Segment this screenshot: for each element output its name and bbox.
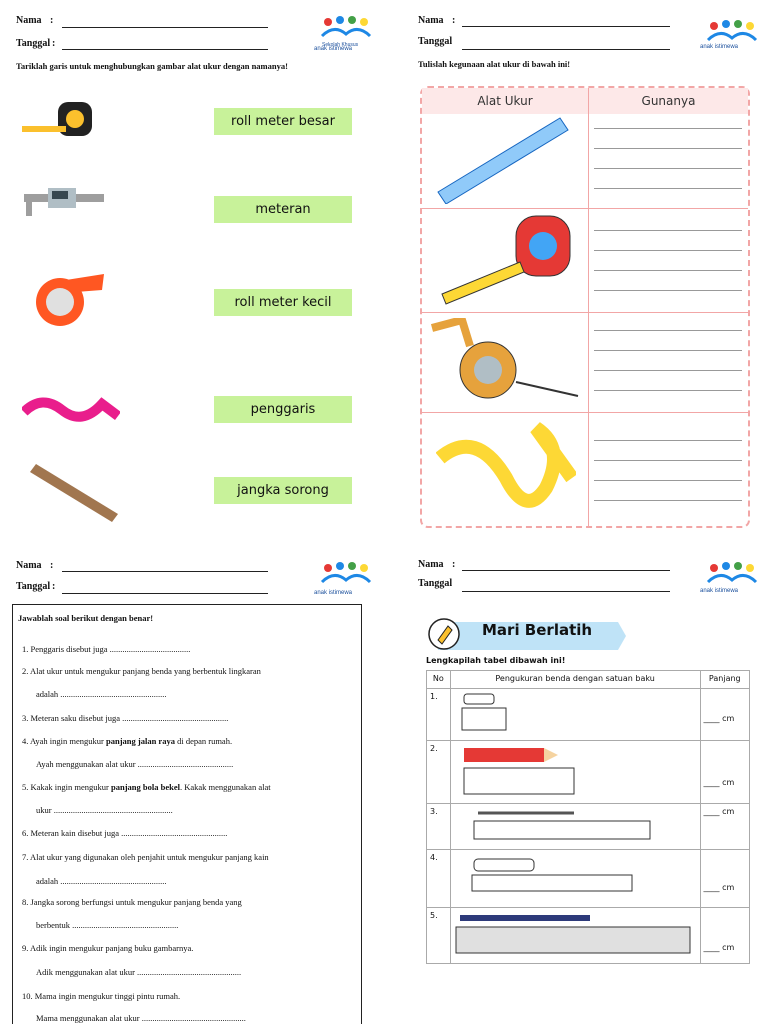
- instruction-2: Tulislah kegunaan alat ukur di bawah ini!: [418, 59, 571, 69]
- row-len-3[interactable]: ____ cm: [700, 804, 749, 850]
- question-3: 3. Meteran saku disebut juga ..................................................: [22, 713, 229, 723]
- nama-colon: :: [50, 15, 54, 26]
- question-9: 9. Adik ingin mengukur panjang buku gambarnya.: [22, 943, 194, 953]
- pencil-ruler-icon: [454, 744, 584, 798]
- question-9-cont: Adik menggunakan alat ukur .................................................: [36, 967, 242, 977]
- logo-text-1: Sekolah Khusus: [322, 42, 359, 48]
- tanggal-label: Tanggal: [16, 38, 51, 49]
- col-alat-ukur: Alat Ukur: [422, 88, 588, 114]
- answer-line[interactable]: [594, 440, 742, 441]
- col-gunanya: Gunanya: [588, 88, 748, 114]
- tanggal-label-2: Tanggal: [418, 36, 453, 47]
- caliper-icon: [18, 182, 108, 228]
- question-1: 1. Penggaris disebut juga ......................................: [22, 644, 191, 654]
- question-10-cont: Mama menggunakan alat ukur .................................................: [36, 1013, 246, 1023]
- col-divider: [588, 88, 589, 526]
- row-no-5: 5.: [427, 908, 451, 964]
- brush-ruler-icon: [454, 807, 654, 843]
- label-penggaris[interactable]: penggaris: [214, 396, 352, 423]
- answer-line[interactable]: [594, 290, 742, 291]
- question-4-cont: Ayah menggunakan alat ukur .............................................: [36, 759, 234, 769]
- nama-field-3[interactable]: [62, 571, 268, 572]
- nama-field-2[interactable]: [462, 26, 670, 27]
- nama-label-4: Nama: [418, 559, 444, 570]
- question-2: 2. Alat ukur untuk mengukur panjang benda yang berbentuk lingkaran: [22, 666, 261, 676]
- question-10: 10. Mama ingin mengukur tinggi pintu rumah.: [22, 991, 181, 1001]
- tanggal-field[interactable]: [62, 49, 268, 50]
- nama-colon-4: :: [452, 559, 456, 570]
- label-meteran[interactable]: meteran: [214, 196, 352, 223]
- instruction-3: Jawablah soal berikut dengan benar!: [18, 613, 154, 623]
- question-4: 4. Ayah ingin mengukur panjang jalan raya di depan rumah.: [22, 736, 233, 746]
- nama-field[interactable]: [62, 27, 268, 28]
- answer-line[interactable]: [594, 148, 742, 149]
- answer-line[interactable]: [594, 370, 742, 371]
- label-jangka-sorong[interactable]: jangka sorong: [214, 477, 352, 504]
- tape-measure-small-icon: [20, 98, 100, 148]
- row-divider-1: [422, 208, 748, 209]
- label-roll-meter-kecil[interactable]: roll meter kecil: [214, 289, 352, 316]
- answer-line[interactable]: [594, 230, 742, 231]
- marker-ruler-icon: [454, 853, 634, 897]
- row-img-4: [450, 850, 700, 908]
- row-no-4: 4.: [427, 850, 451, 908]
- row-divider-2: [422, 312, 748, 313]
- worksheet-matching: [0, 0, 384, 512]
- row-len-2[interactable]: ____ cm: [700, 741, 749, 804]
- measurement-table: [426, 670, 750, 964]
- reel-tape-icon: [26, 270, 110, 334]
- reel-tape-drawing-icon: [428, 318, 580, 408]
- col-len: Panjang: [700, 671, 749, 689]
- instruction-4: Lengkapilah tabel dibawah ini!: [426, 656, 566, 665]
- row-len-1[interactable]: ____ cm: [700, 689, 749, 741]
- tape-measure-drawing-icon: [440, 214, 572, 306]
- answer-line[interactable]: [594, 168, 742, 169]
- answer-line[interactable]: [594, 128, 742, 129]
- row-img-3: [450, 804, 700, 850]
- row-len-5[interactable]: ____ cm: [700, 908, 749, 964]
- ruler-drawing-icon: [436, 116, 570, 204]
- nama-label-3: Nama: [16, 560, 42, 571]
- question-7-cont: adalah ..................................................: [36, 876, 167, 886]
- nama-label: Nama: [16, 15, 42, 26]
- answer-line[interactable]: [594, 250, 742, 251]
- col-no: No: [427, 671, 451, 689]
- logo-text-3: anak istimewa: [314, 590, 353, 596]
- nama-field-4[interactable]: [462, 570, 670, 571]
- answer-line[interactable]: [594, 188, 742, 189]
- row-no-1: 1.: [427, 689, 451, 741]
- tanggal-colon-3: :: [52, 581, 56, 592]
- question-7: 7. Alat ukur yang digunakan oleh penjahit untuk mengukur panjang kain: [22, 852, 269, 862]
- question-6: 6. Meteran kain disebut juga ..................................................: [22, 828, 228, 838]
- nama-colon-3: :: [50, 560, 54, 571]
- tanggal-label-4: Tanggal: [418, 578, 453, 589]
- instruction-1: Tariklah garis untuk menghubungkan gambar alat ukur dengan namanya!: [16, 61, 288, 71]
- row-img-5: [450, 908, 700, 964]
- cloth-tape-drawing-icon: [436, 418, 576, 522]
- question-8-cont: berbentuk ..................................................: [36, 920, 179, 930]
- label-roll-meter-besar[interactable]: roll meter besar: [214, 108, 352, 135]
- row-img-1: [450, 689, 700, 741]
- answer-line[interactable]: [594, 390, 742, 391]
- row-no-3: 3.: [427, 804, 451, 850]
- nama-label-2: Nama: [418, 15, 444, 26]
- banner-title: Mari Berlatih: [482, 621, 593, 639]
- answer-line[interactable]: [594, 330, 742, 331]
- eraser-ruler-icon: [454, 692, 514, 732]
- question-2-cont: adalah ..................................................: [36, 689, 167, 699]
- logo-text-4: anak istimewa: [700, 588, 739, 594]
- tanggal-colon: :: [52, 38, 56, 49]
- pen-ruler-icon: [454, 911, 694, 957]
- tanggal-field-3[interactable]: [62, 593, 268, 594]
- question-5-cont: ukur ........................................................: [36, 805, 173, 815]
- row-len-4[interactable]: ____ cm: [700, 850, 749, 908]
- tanggal-field-4[interactable]: [462, 591, 670, 592]
- logo-text-2: anak istimewa: [314, 46, 353, 52]
- col-desc: Pengukuran benda dengan satuan baku: [450, 671, 700, 689]
- answer-line[interactable]: [594, 500, 742, 501]
- answer-line[interactable]: [594, 460, 742, 461]
- cloth-tape-icon: [22, 392, 120, 430]
- row-no-2: 2.: [427, 741, 451, 804]
- ruler-icon: [28, 462, 120, 524]
- answer-line[interactable]: [594, 350, 742, 351]
- nama-colon-2: :: [452, 15, 456, 26]
- row-img-2: [450, 741, 700, 804]
- answer-line[interactable]: [594, 270, 742, 271]
- tanggal-field-2[interactable]: [462, 49, 670, 50]
- row-divider-3: [422, 412, 748, 413]
- answer-line[interactable]: [594, 480, 742, 481]
- tanggal-label-3: Tanggal: [16, 581, 51, 592]
- question-8: 8. Jangka sorong berfungsi untuk mengukur panjang benda yang: [22, 897, 242, 907]
- logo-text-2b: anak istimewa: [700, 44, 739, 50]
- question-5: 5. Kakak ingin mengukur panjang bola bekel. Kakak menggunakan alat: [22, 782, 271, 792]
